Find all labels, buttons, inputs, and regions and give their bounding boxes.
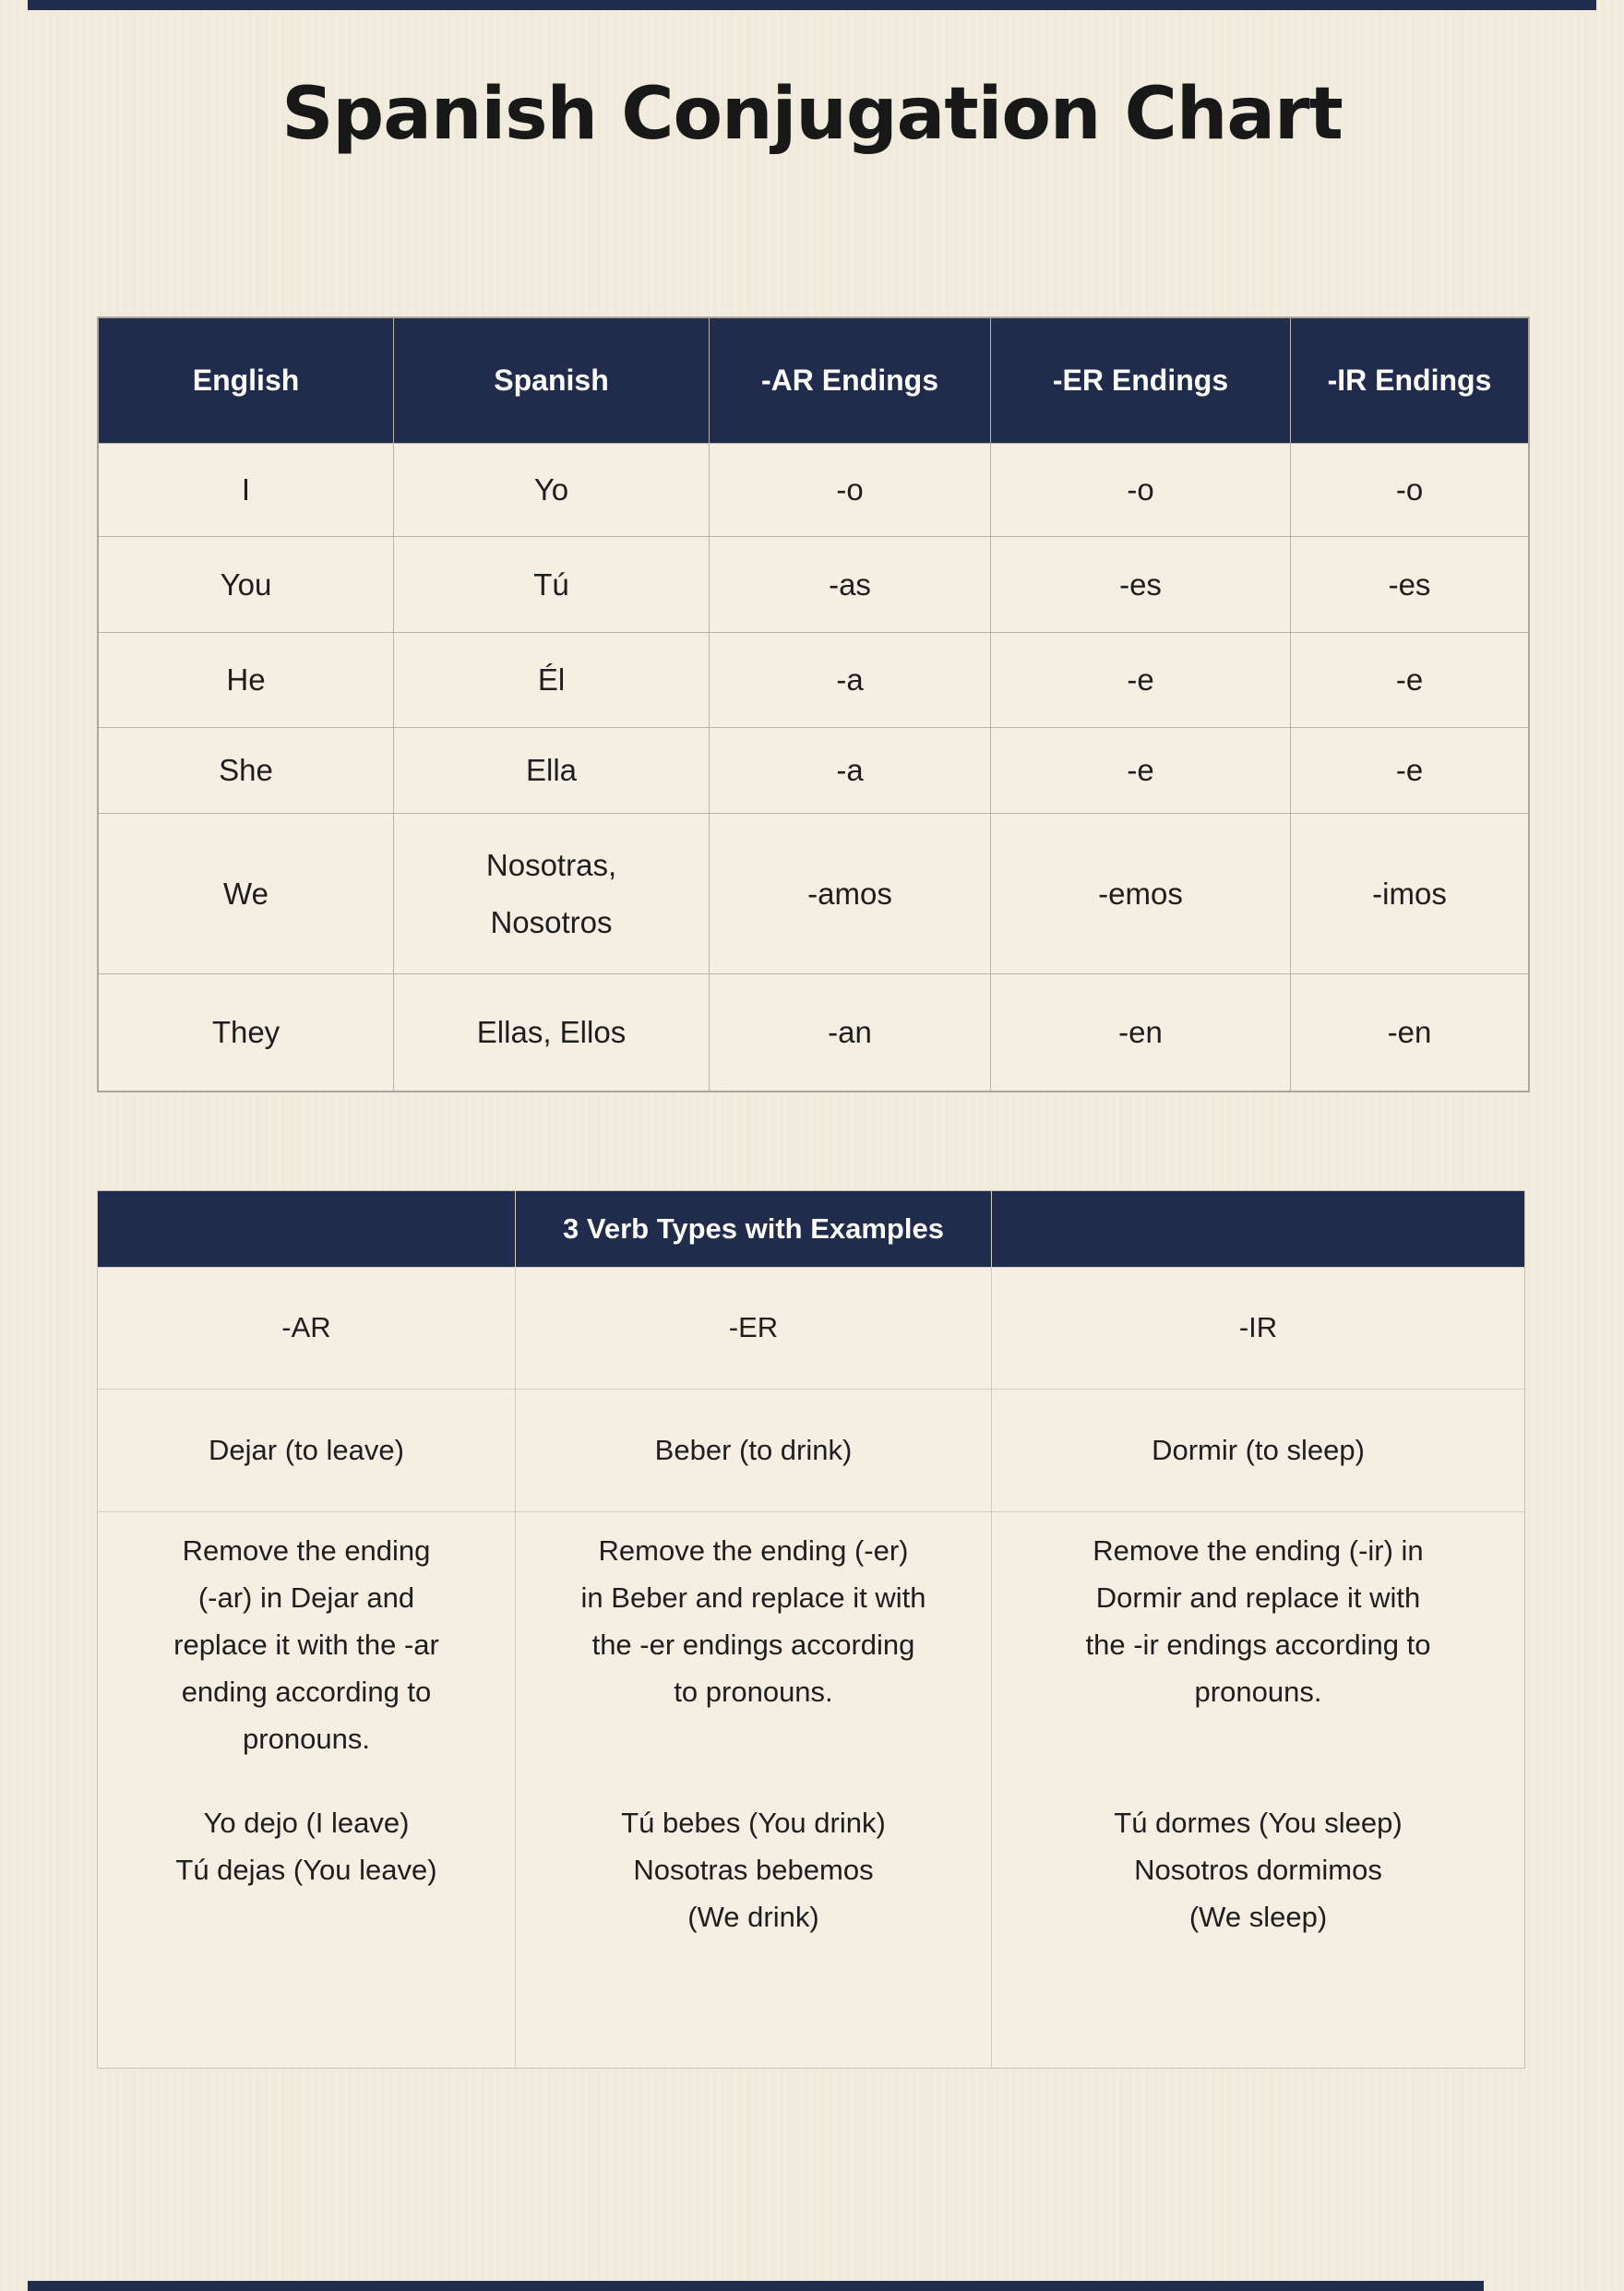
- endings-cell-r0-c1: Yo: [394, 444, 709, 536]
- endings-header-2: -AR Endings: [710, 318, 990, 443]
- verb-example-2: Dormir (to sleep): [992, 1390, 1524, 1511]
- verb-example-1: Beber (to drink): [516, 1390, 991, 1511]
- endings-cell-r4-c2: -amos: [710, 814, 990, 973]
- endings-cell-r3-c3: -e: [991, 728, 1290, 813]
- text-line: the -ir endings according to: [1085, 1629, 1431, 1661]
- endings-table: [97, 316, 1530, 1092]
- endings-cell-r1-c0: You: [99, 537, 393, 632]
- verb-type-2: -IR: [992, 1268, 1524, 1389]
- verb-detail-samples: [621, 1799, 886, 1940]
- verb-type-0: -AR: [98, 1268, 515, 1389]
- endings-cell-r4-c1: [394, 814, 709, 973]
- text-line: Tú dejas (You leave): [175, 1854, 437, 1886]
- endings-header-1: Spanish: [394, 318, 709, 443]
- verb-detail-description: [173, 1527, 439, 1765]
- text-line: (We drink): [687, 1901, 819, 1933]
- endings-cell-r3-c2: -a: [710, 728, 990, 813]
- endings-cell-r2-c1: Él: [394, 633, 709, 727]
- verb-detail-description: [581, 1527, 926, 1765]
- endings-cell-r2-c2: -a: [710, 633, 990, 727]
- verb-detail-0: [98, 1512, 515, 2068]
- endings-cell-r5-c2: -an: [710, 974, 990, 1091]
- endings-header-3: -ER Endings: [991, 318, 1290, 443]
- endings-cell-r2-c0: He: [99, 633, 393, 727]
- verb-detail-description: [1086, 1527, 1431, 1765]
- endings-header-4: -IR Endings: [1291, 318, 1528, 443]
- text-line: the -er endings according: [591, 1629, 915, 1661]
- page-title: Spanish Conjugation Chart: [281, 73, 1343, 156]
- text-line: Nosotras bebemos: [633, 1854, 874, 1886]
- endings-cell-r0-c3: -o: [991, 444, 1290, 536]
- endings-cell-r4-c0: We: [99, 814, 393, 973]
- endings-cell-r1-c4: -es: [1291, 537, 1528, 632]
- endings-cell-r2-c4: -e: [1291, 633, 1528, 727]
- endings-cell-r1-c2: -as: [710, 537, 990, 632]
- verb-detail-1: [516, 1512, 991, 2068]
- verb-types-header-title: 3 Verb Types with Examples: [516, 1191, 991, 1267]
- endings-cell-r0-c0: I: [99, 444, 393, 536]
- verb-types-table: [97, 1190, 1525, 2069]
- text-line: Tú bebes (You drink): [621, 1807, 886, 1839]
- text-line: Remove the ending (-er): [598, 1534, 909, 1567]
- verb-detail-samples: [175, 1799, 436, 1893]
- text-line: Dormir and replace it with: [1095, 1581, 1421, 1614]
- endings-cell-r2-c3: -e: [991, 633, 1290, 727]
- endings-cell-r0-c4: -o: [1291, 444, 1528, 536]
- top-border-bar: [28, 0, 1596, 10]
- text-line: Remove the ending (-ir) in: [1093, 1534, 1424, 1567]
- text-line: (-ar) in Dejar and: [197, 1581, 415, 1614]
- endings-cell-r5-c1: Ellas, Ellos: [394, 974, 709, 1091]
- endings-cell-r1-c3: -es: [991, 537, 1290, 632]
- endings-cell-r5-c3: -en: [991, 974, 1290, 1091]
- endings-cell-r3-c0: She: [99, 728, 393, 813]
- verb-example-0: Dejar (to leave): [98, 1390, 515, 1511]
- text-line: Remove the ending: [182, 1534, 431, 1567]
- text-line: Yo dejo (I leave): [203, 1807, 410, 1839]
- endings-cell-r4-c3: -emos: [991, 814, 1290, 973]
- text-line: replace it with the -ar: [173, 1629, 439, 1661]
- endings-cell-r3-c1: Ella: [394, 728, 709, 813]
- text-line: Tú dormes (You sleep): [1114, 1807, 1403, 1839]
- text-line: (We sleep): [1188, 1901, 1328, 1933]
- text-line: pronouns.: [243, 1723, 370, 1755]
- endings-header-0: English: [99, 318, 393, 443]
- verb-type-1: -ER: [516, 1268, 991, 1389]
- endings-cell-r1-c1: Tú: [394, 537, 709, 632]
- verb-detail-samples: [1114, 1799, 1402, 1940]
- verb-types-header-left: [98, 1191, 515, 1267]
- text-line: in Beber and replace it with: [580, 1581, 926, 1614]
- text-line: Nosotras,: [485, 847, 617, 882]
- endings-cell-r4-c4: -imos: [1291, 814, 1528, 973]
- text-line: pronouns.: [1194, 1676, 1322, 1708]
- verb-types-header-right: [992, 1191, 1524, 1267]
- text-line: ending according to: [181, 1676, 432, 1708]
- endings-cell-r5-c4: -en: [1291, 974, 1528, 1091]
- bottom-border-bar: [28, 2281, 1484, 2291]
- endings-cell-r3-c4: -e: [1291, 728, 1528, 813]
- endings-cell-r5-c0: They: [99, 974, 393, 1091]
- text-line: Nosotros: [490, 904, 613, 939]
- text-line: Nosotros dormimos: [1134, 1854, 1382, 1886]
- verb-detail-2: [992, 1512, 1524, 2068]
- endings-cell-r0-c2: -o: [710, 444, 990, 536]
- text-line: to pronouns.: [674, 1676, 833, 1708]
